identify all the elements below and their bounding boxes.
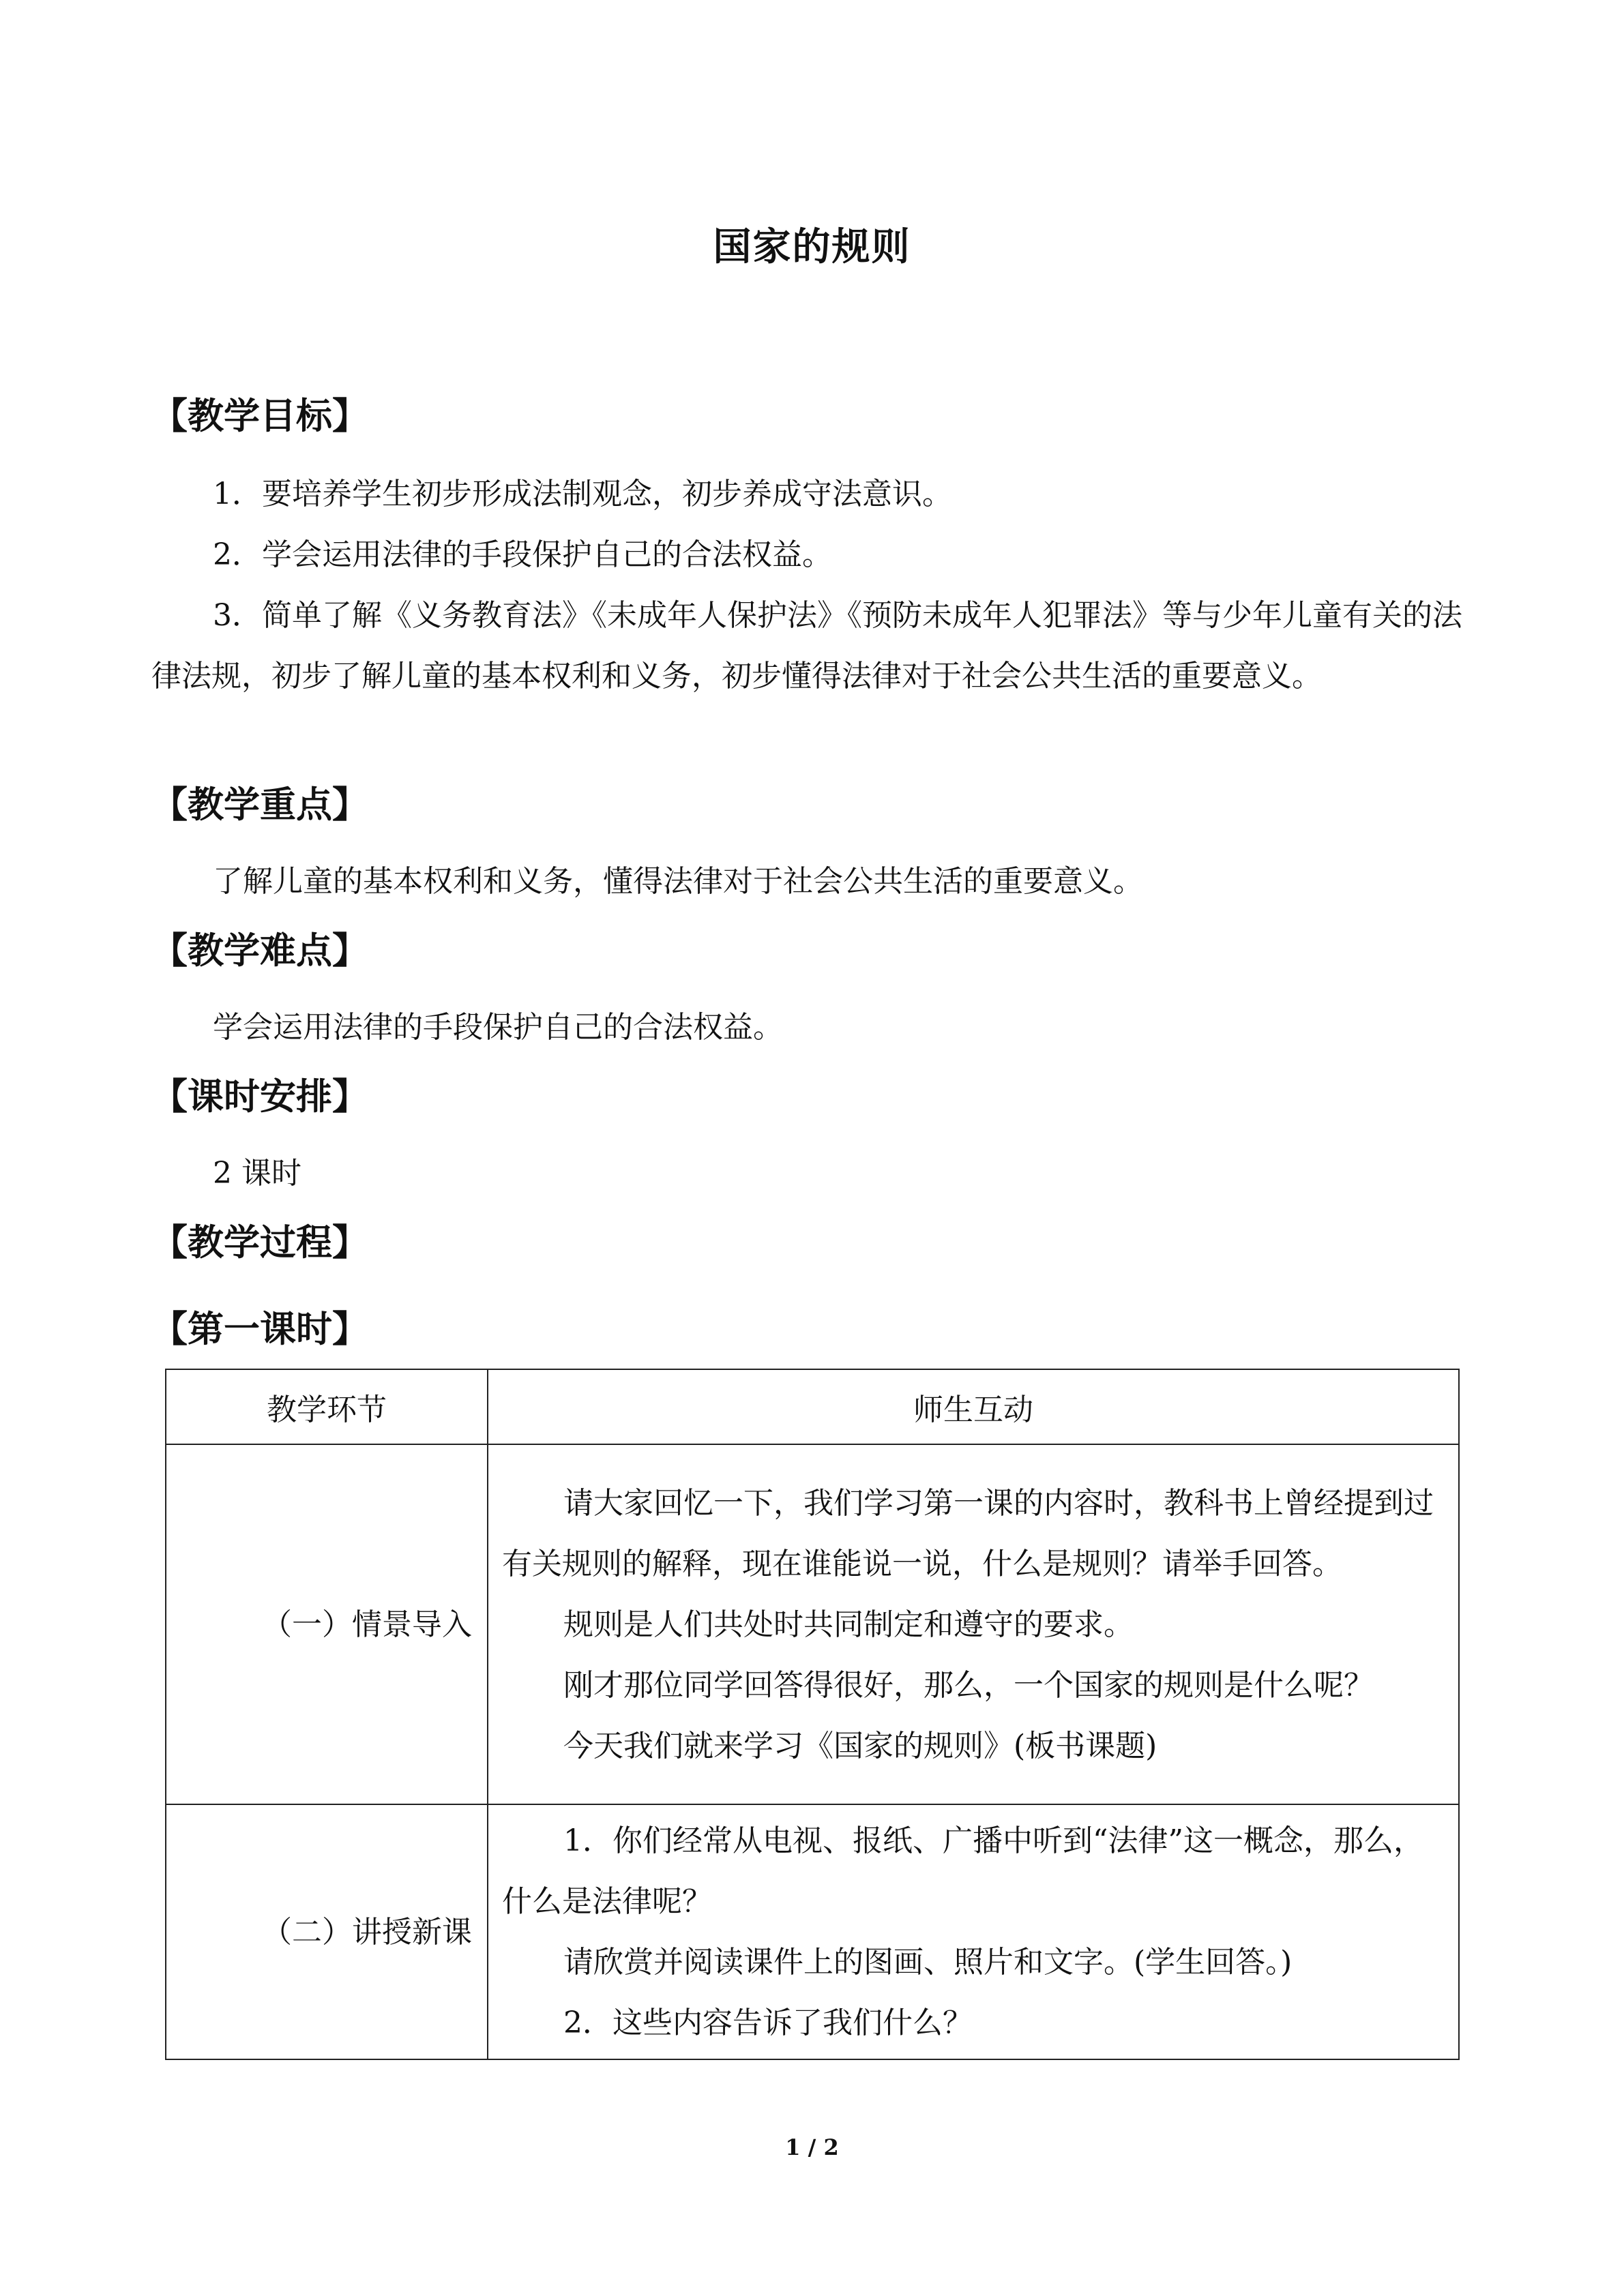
heading-teaching-process: 【教学过程】 [151,1222,368,1264]
content-paragraph: 1．你们经常从电视、报纸、广播中听到“法律”这一概念，那么，什么是法律呢？ [502,1823,1423,1919]
content-paragraph: 请欣赏并阅读课件上的图画、照片和文字。(学生回答。) [563,1945,1293,1980]
table-header-stage: 教学环节 [166,1369,488,1444]
content-cell [488,1444,1459,1804]
difficulties-text: 学会运用法律的手段保护自己的合法权益。 [213,1010,783,1045]
goal-item-3: 3．简单了解《义务教育法》《未成年人保护法》《预防未成年人犯罪法》等与少年儿童有关的法律法规，初步了解儿童的基本权利和义务，初步懂得法律对于社会公共生活的重要意义。 [151,598,1462,694]
goal-item-2: 2．学会运用法律的手段保护自己的合法权益。 [213,537,832,572]
goal-item-1: 1．要培养学生初步形成法制观念，初步养成守法意识。 [213,477,952,511]
lesson-table [165,1369,1460,2060]
page-title: 国家的规则 [713,225,911,269]
stage-cell: （二）讲授新课 [166,1804,488,2059]
table-header-interaction: 师生互动 [488,1369,1459,1444]
heading-teaching-goals: 【教学目标】 [151,396,368,437]
page-number: 1 / 2 [785,2134,839,2160]
heading-schedule: 【课时安排】 [151,1076,368,1118]
table-row [166,1804,1459,2059]
content-paragraph: 今天我们就来学习《国家的规则》(板书课题) [563,1728,1157,1763]
content-paragraph: 刚才那位同学回答得很好，那么，一个国家的规则是什么呢？ [563,1667,1374,1703]
schedule-text: 2 课时 [213,1156,301,1191]
key-points-text: 了解儿童的基本权利和义务，懂得法律对于社会公共生活的重要意义。 [213,864,1143,899]
content-paragraph: 请大家回忆一下，我们学习第一课的内容时，教科书上曾经提到过有关规则的解释，现在谁能说一说，什么是规则？请举手回答。 [502,1485,1434,1581]
heading-difficulties: 【教学难点】 [151,930,368,972]
table-row [166,1444,1459,1804]
content-cell [488,1804,1459,2059]
heading-first-lesson: 【第一课时】 [151,1309,368,1350]
content-paragraph: 规则是人们共处时共同制定和遵守的要求。 [563,1607,1134,1642]
table-header-row [166,1369,1459,1444]
content-paragraph: 2．这些内容告诉了我们什么？ [563,2006,973,2040]
heading-key-points: 【教学重点】 [151,784,368,826]
stage-cell: （一）情景导入 [166,1444,488,1804]
